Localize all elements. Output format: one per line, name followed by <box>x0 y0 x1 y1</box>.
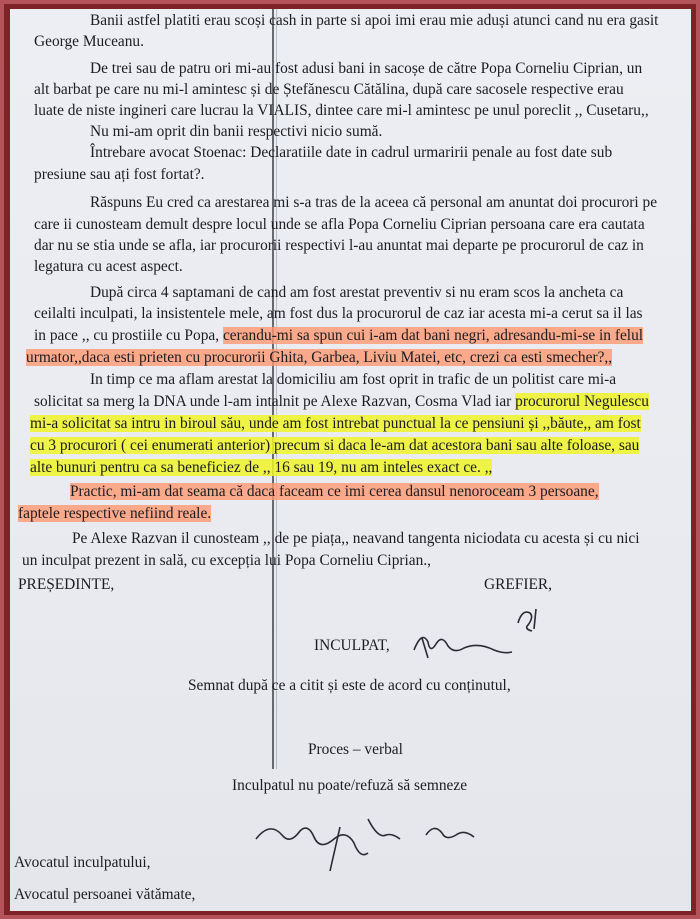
highlight-yellow-3: cu 3 procurori ( cei enumerati anterior) precum si daca le-am dat acestora bani sau alte foloase, sau <box>30 437 640 454</box>
text-line-18-start: solicitat sa merg la DNA unde l-am intalnit pe Alexe Razvan, Cosma Vlad iar <box>34 393 512 410</box>
text-line-20 <box>30 437 639 455</box>
text-line-13: După circa 4 saptamani de cand am fost arestat preventiv si nu eram scos la ancheta ca <box>90 284 624 301</box>
photo-frame <box>4 4 696 915</box>
text-line-2: George Muceanu. <box>34 33 144 50</box>
highlight-orange-3: Practic, mi-am dat seama că daca faceam ce imi cerea dansul nenoroceam 3 persoane, <box>70 483 599 500</box>
text-line-8: presiune sau ați fost fortat?. <box>34 166 205 183</box>
text-line-14: ceilalti inculpati, la insistentele mele, am fost dus la procurorul de caz iar acesta mi-a cerut sa il las <box>34 305 643 322</box>
text-line-12: legatura cu acest aspect. <box>34 258 183 275</box>
text-line-21 <box>30 459 492 477</box>
text-line-16 <box>26 349 612 367</box>
inculpat-signature <box>408 624 518 664</box>
presedinte-label: PREȘEDINTE, <box>18 576 115 593</box>
text-line-4: alt barbat pe care nu mi-l amintesc și de Ștefănescu Cătălina, după care sacosele respective erau <box>34 81 624 98</box>
highlight-yellow-1: procurorul Negulescu <box>515 393 649 410</box>
highlight-orange-4: faptele respective nefiind reale. <box>18 505 212 522</box>
text-line-23 <box>18 505 211 523</box>
inculpat-label: INCULPAT, <box>314 637 390 654</box>
text-line-17: In timp ce ma aflam arestat la domiciliu am fost oprit in trafic de un politist care mi-a <box>90 371 617 388</box>
text-line-5: luate de niste ingineri care lucrau la VIALIS, dintee care mi-l amintesc pe unul poreclit ,, Cusetaru,, <box>34 102 649 119</box>
highlight-yellow-4: alte bunuri pentru ca sa beneficiez de ,, 16 sau 19, nu am inteles exact ce. ,, <box>30 459 493 476</box>
avocat-inculpat-label: Avocatul inculpatului, <box>14 854 151 871</box>
avocat-persoana-label: Avocatul persoanei vătămate, <box>14 886 196 903</box>
grefier-label: GREFIER, <box>484 576 552 593</box>
proces-verbal-title: Proces – verbal <box>308 741 403 758</box>
text-line-15a <box>34 327 643 345</box>
text-line-7: Întrebare avocat Stoenac: Declaratiile date in cadrul urmaririi penale au fost date sub <box>90 144 613 161</box>
text-line-9: Răspuns Eu cred ca arestarea mi s-a tras de la aceea că personal am anuntat doi procurori pe <box>90 194 658 211</box>
text-line-25: un inculpat prezent in sală, cu excepția lui Popa Corneliu Ciprian., <box>22 552 432 569</box>
text-line-1: Banii astfel platiti erau scoși cash in parte si apoi imi erau mie aduși atunci cand nu era gasit <box>90 12 659 29</box>
text-line-11: dar nu se stia unde se afla, iar procurorii respectivi l-au anuntat mai departe pe procurorul de caz in <box>34 237 644 254</box>
highlight-orange-2: urmator,,daca esti prieten cu procurorii Ghita, Garbea, Liviu Matei, etc, crezi ca esti smecher?,, <box>26 349 613 366</box>
lawyer-signature <box>250 809 490 879</box>
highlight-orange-1: cerandu-mi sa spun cui i-am dat bani negri, adresandu-mi-se in felul <box>222 327 644 344</box>
text-line-3: De trei sau de patru ori mi-au fost adusi bani in sacoșe de către Popa Corneliu Ciprian, un <box>90 60 643 77</box>
text-line-6: Nu mi-am oprit din banii respectivi nicio sumă. <box>90 123 383 140</box>
highlight-yellow-2: mi-a solicitat sa intru in biroul său, unde am fost intrebat punctual la ce pensiuni și ,,băute,, am fost <box>30 415 641 432</box>
semnat-text: Semnat după ce a citit și este de acord cu conținutul, <box>188 677 511 694</box>
text-line-19 <box>30 415 641 433</box>
document-page <box>10 9 691 911</box>
text-line-10: care ii cunosteam demult despre locul unde se afla Popa Corneliu Ciprian persoana care era cautata <box>34 216 645 233</box>
text-line-24: Pe Alexe Razvan il cunosteam ,, de pe piața,, neavand tangenta niciodata cu acesta și cu nici <box>72 530 640 547</box>
refuza-text: Inculpatul nu poate/refuză să semneze <box>232 777 468 794</box>
text-line-18 <box>34 393 649 411</box>
text-line-22 <box>70 483 599 501</box>
text-line-15-start: in pace ,, cu prostiile cu Popa, <box>34 327 220 344</box>
